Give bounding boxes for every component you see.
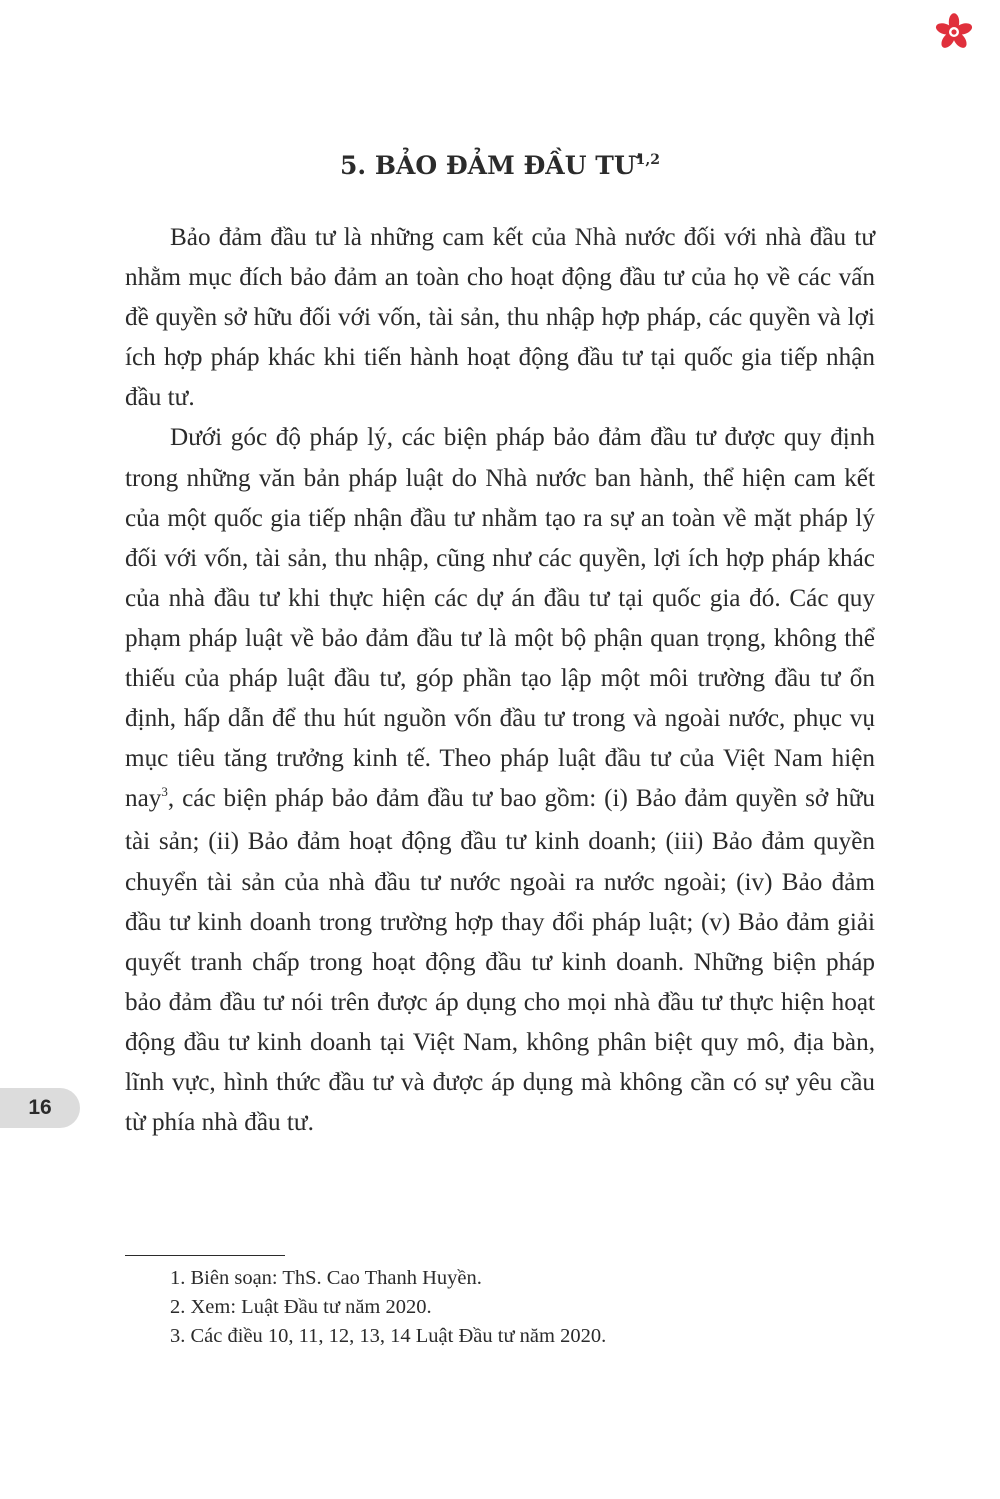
page-number: 16 (28, 1096, 52, 1119)
red-flower-emblem-icon (934, 12, 974, 52)
section-title (125, 146, 875, 190)
body-text (125, 218, 875, 1143)
footnote: 3. Các điều 10, 11, 12, 13, 14 Luật Đầu tư năm 2020. (170, 1325, 607, 1347)
paragraph (125, 418, 875, 1143)
paragraph-text: Dưới góc độ pháp lý, các biện pháp bảo đảm đầu tư được quy định trong những văn bản pháp luật do Nhà nước ban hành, thể hiện cam kết của một quốc gia tiếp nhận đầu tư nhằm tạo ra sự an toàn về mặt pháp lý đối với vốn, tài sản, thu nhập, cũng như các quyền, lợi ích hợp pháp khác của nhà đầu tư khi thực hiện các dự án đầu tư tại quốc gia đó. Các quy phạm pháp luật về bảo đảm đầu tư là một bộ phận quan trọng, không thể thiếu của pháp luật đầu tư, góp phần tạo lập một môi trường đầu tư ổn định, hấp dẫn để thu hút nguồn vốn đầu tư trong và ngoài nước, phục vụ mục tiêu tăng trưởng kinh tế. Theo pháp luật đầu tư của Việt Nam hiện nay (125, 424, 875, 813)
paragraph: Bảo đảm đầu tư là những cam kết của Nhà nước đối với nhà đầu tư nhằm mục đích bảo đảm an toàn cho hoạt động đầu tư của họ về các vấn đề quyền sở hữu đối với vốn, tài sản, thu nhập hợp pháp, các quyền và lợi ích hợp pháp khác khi tiến hành hoạt động đầu tư tại quốc gia tiếp nhận đầu tư. (125, 224, 875, 412)
footnote: 2. Xem: Luật Đầu tư năm 2020. (170, 1296, 432, 1318)
footnote-divider (125, 1255, 285, 1256)
title-footnote-refs: 1,2 (635, 152, 660, 168)
paragraph-text: , các biện pháp bảo đảm đầu tư bao gồm: (i) Bảo đảm quyền sở hữu tài sản; (ii) Bảo đảm hoạt động đầu tư kinh doanh; (iii) Bảo đảm quyền chuyển tài sản của nhà đầu tư nước ngoài ra nước ngoài; (iv) Bảo đảm đầu tư kinh doanh trong trường hợp thay đổi pháp luật; (v) Bảo đảm giải quyết tranh chấp trong hoạt động đầu tư kinh doanh. Những biện pháp bảo đảm đầu tư nói trên được áp dụng cho mọi nhà đầu tư thực hiện hoạt động đầu tư kinh doanh tại Việt Nam, không phân biệt quy mô, địa bàn, lĩnh vực, hình thức đầu tư và được áp dụng mà không cần có sự yêu cầu từ phía nhà đầu tư. (125, 785, 875, 1137)
footnotes (170, 1264, 870, 1351)
footnote: 1. Biên soạn: ThS. Cao Thanh Huyền. (170, 1267, 482, 1289)
section-title-text: 5. BẢO ĐẢM ĐẦU TƯ (340, 151, 636, 180)
footnote-ref: 3 (161, 784, 168, 800)
